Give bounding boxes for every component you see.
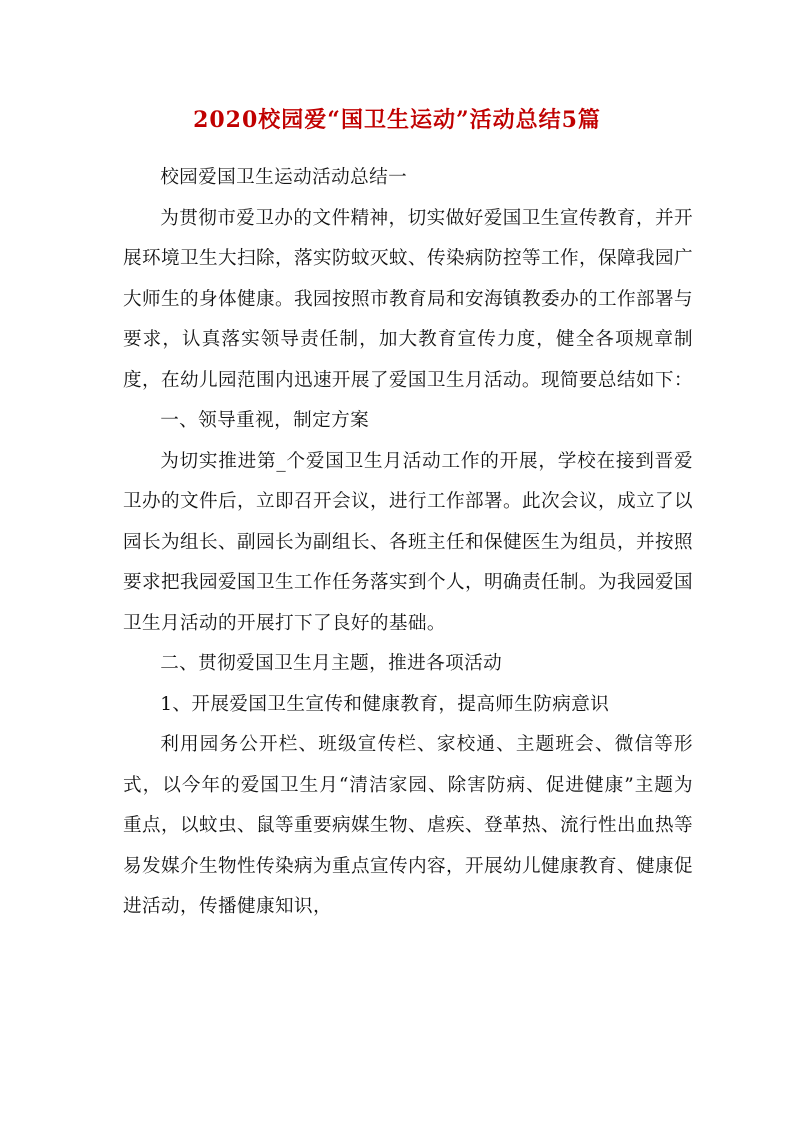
- document-body: [123, 158, 693, 928]
- subsection-heading: 1、开展爱国卫生宣传和健康教育，提高师生防病意识: [160, 693, 610, 715]
- section-heading: 校园爱国卫生运动活动总结一: [160, 167, 408, 188]
- paragraph: 为贯彻市爱卫办的文件精神，切实做好爱国卫生宣传教育，并开展环境卫生大扫除，落实防蚊灭蚊、传染病防控等工作，保障我园广大师生的身体健康。我园按照市教育局和安海镇教委办的工作部署与要求，认真落实领导责任制，加大教育宣传力度，健全各项规章制度，在幼儿园范围内迅速开展了爱国卫生月活动。现简要总结如下：: [123, 207, 693, 391]
- document-title: 2020校园爱“国卫生运动”活动总结5篇: [193, 107, 601, 133]
- section-heading: 一、领导重视，制定方案: [160, 410, 370, 431]
- section-heading: 二、贯彻爱国卫生月主题，推进各项活动: [160, 653, 503, 674]
- paragraph: 利用园务公开栏、班级宣传栏、家校通、主题班会、微信等形式，以今年的爱国卫生月“清洁家园、除害防病、促进健康”主题为重点，以蚊虫、鼠等重要病媒生物、虐疾、登革热、流行性出血热等易发媒介生物性传染病为重点宣传内容，开展幼儿健康教育、健康促进活动，传播健康知识，: [123, 734, 693, 917]
- paragraph: 为切实推进第_个爱国卫生月活动工作的开展，学校在接到晋爱卫办的文件后，立即召开会议，进行工作部署。此次会议，成立了以园长为组长、副园长为副组长、各班主任和保健医生为组员，并按照要求把我园爱国卫生工作任务落实到个人，明确责任制。为我园爱国卫生月活动的开展打下了良好的基础。: [123, 450, 693, 634]
